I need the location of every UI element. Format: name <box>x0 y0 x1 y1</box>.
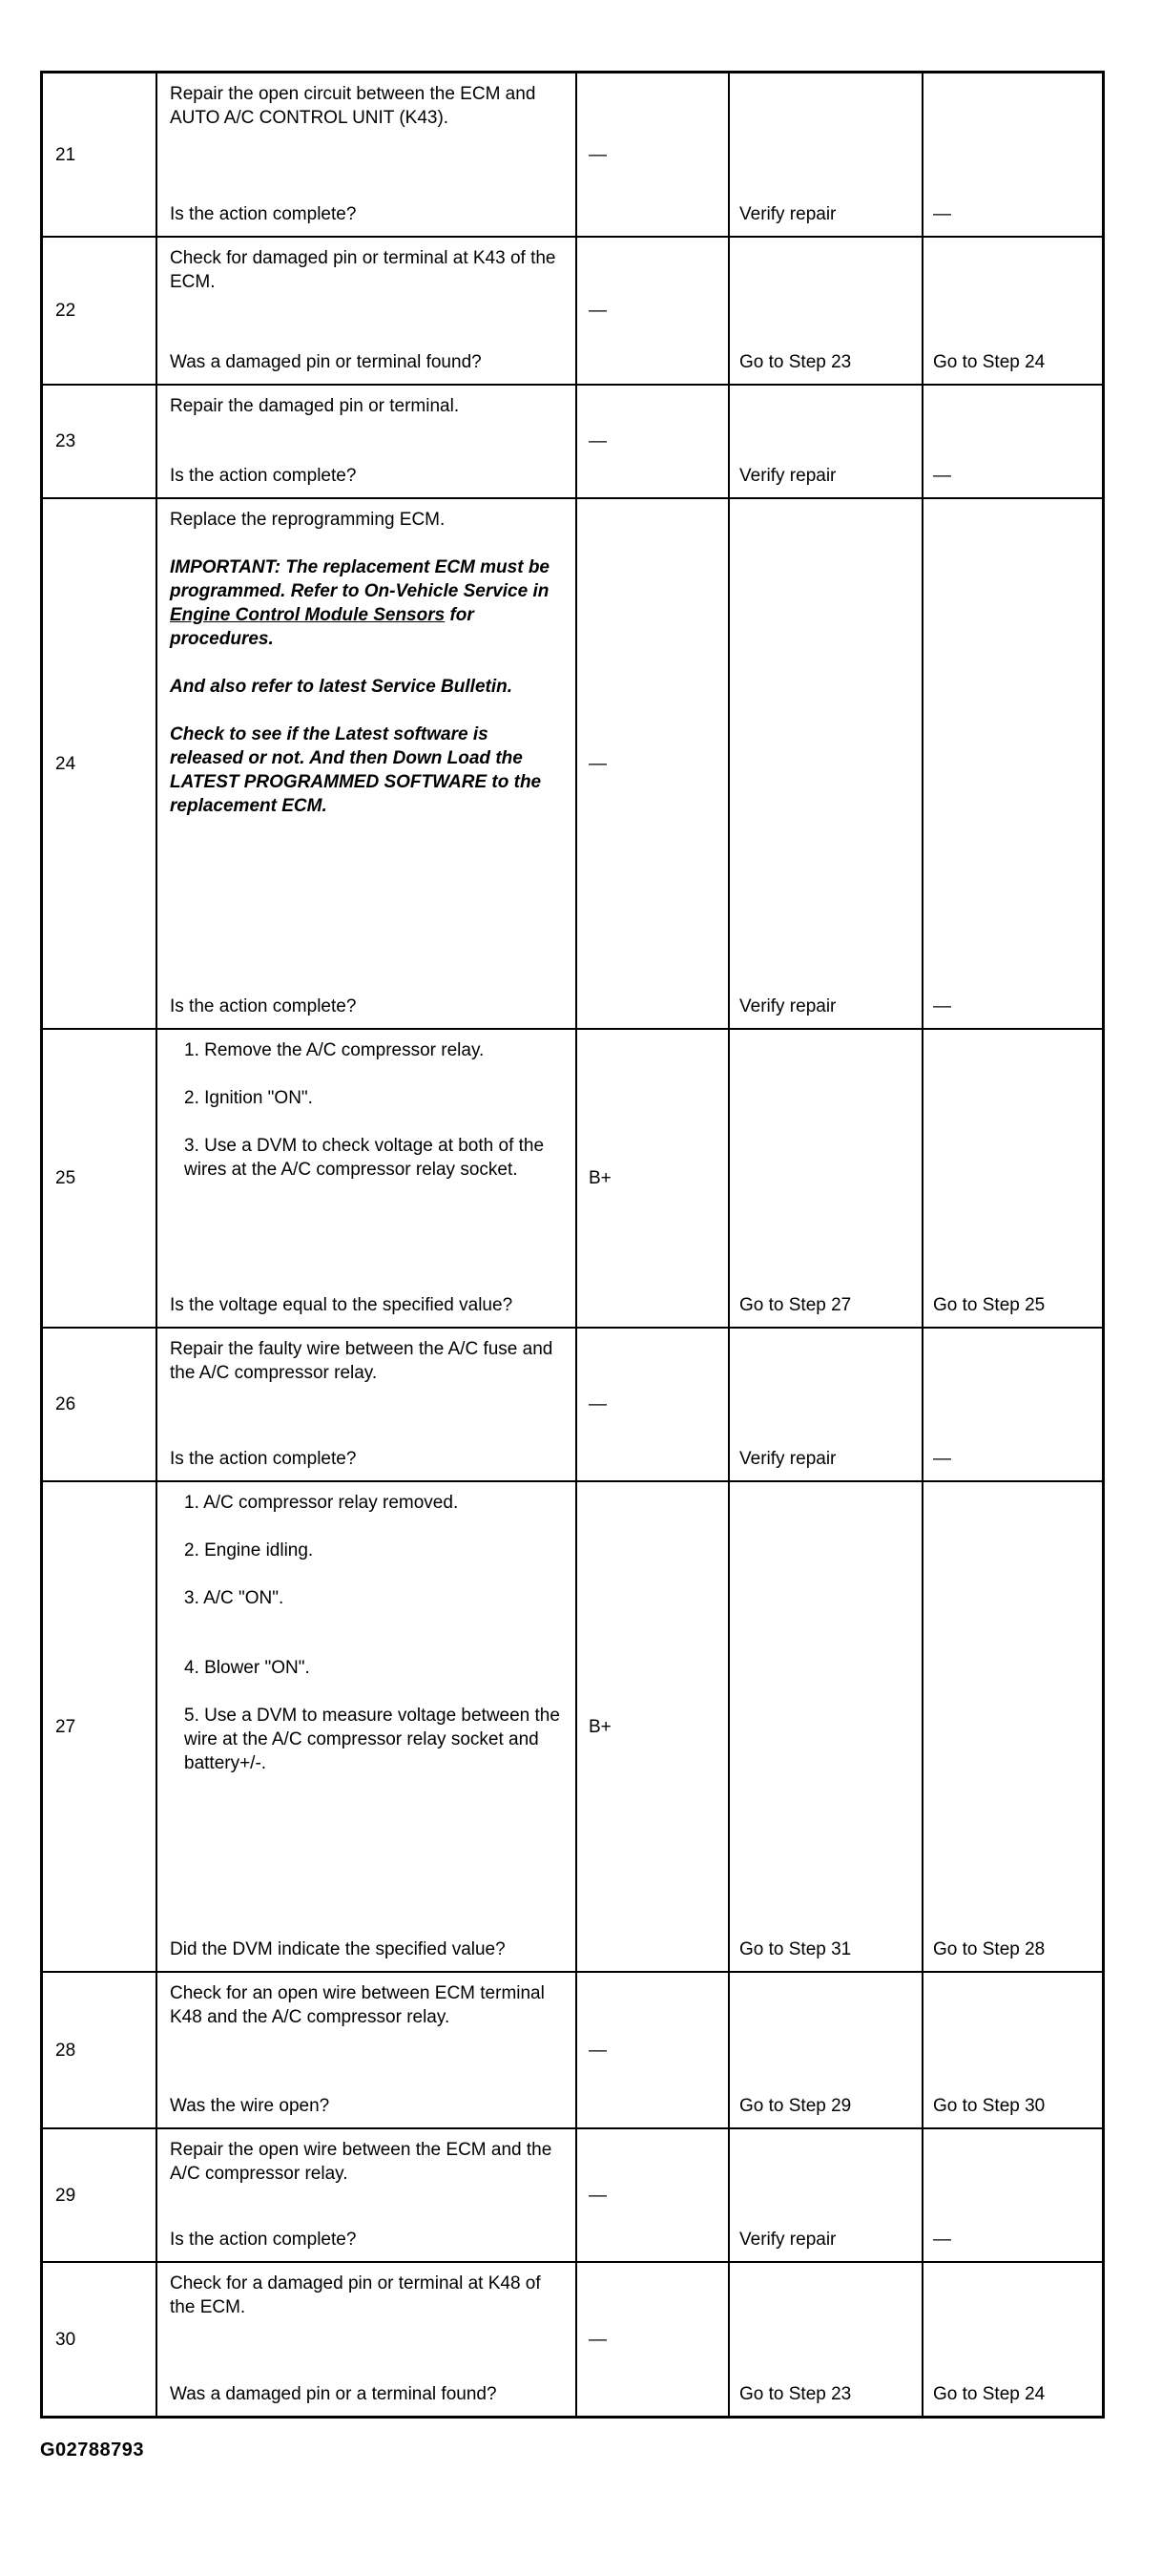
yes-text: Verify repair <box>739 2230 837 2250</box>
step-number: 28 <box>55 2040 76 2061</box>
no-text: — <box>933 1449 951 1469</box>
table-row-step-27 <box>43 1482 1102 1973</box>
yes-cell <box>730 238 923 384</box>
action-cell <box>157 1482 577 1971</box>
value-text: B+ <box>589 1168 612 1188</box>
action-paragraph: Replace the reprogramming ECM. <box>170 510 446 530</box>
action-question: Is the voltage equal to the specified value? <box>170 1295 513 1315</box>
table-row-step-21 <box>43 73 1102 238</box>
step-number: 23 <box>55 431 76 451</box>
action-paragraph: Check for an open wire between ECM terminal K48 and the A/C compressor relay. <box>170 1983 545 2027</box>
value-cell <box>577 1329 730 1480</box>
value-cell <box>577 73 730 236</box>
action-text <box>170 1491 564 1937</box>
no-text: — <box>933 2230 951 2250</box>
value-cell <box>577 2263 730 2416</box>
no-cell <box>923 1482 1102 1971</box>
step-cell <box>43 73 157 236</box>
action-list-item: 1. A/C compressor relay removed. <box>184 1493 459 1513</box>
yes-cell <box>730 1329 923 1480</box>
action-question: Is the action complete? <box>170 204 357 224</box>
important-note-underlined: Engine Control Module Sensors <box>170 605 446 625</box>
action-list-item: 2. Ignition "ON". <box>184 1088 313 1108</box>
table-row-step-30 <box>43 2263 1102 2416</box>
step-number: 26 <box>55 1394 76 1414</box>
figure-id: G02788793 <box>40 2440 145 2461</box>
value-cell <box>577 386 730 497</box>
step-number: 25 <box>55 1168 76 1188</box>
no-cell <box>923 73 1102 236</box>
value-text: — <box>589 2040 607 2061</box>
action-paragraph: Repair the damaged pin or terminal. <box>170 396 460 416</box>
value-text: — <box>589 753 607 774</box>
no-text: — <box>933 996 951 1016</box>
yes-text: Verify repair <box>739 996 837 1016</box>
table-row-step-26 <box>43 1329 1102 1482</box>
no-text: — <box>933 466 951 486</box>
action-text <box>170 1981 564 2094</box>
step-cell <box>43 499 157 1028</box>
no-text: Go to Step 30 <box>933 2096 1046 2116</box>
service-note: And also refer to latest Service Bulletin. <box>170 677 512 697</box>
step-number: 24 <box>55 753 76 774</box>
step-number: 21 <box>55 144 76 165</box>
no-text: Go to Step 25 <box>933 1295 1046 1315</box>
action-cell <box>157 1030 577 1327</box>
no-cell <box>923 2129 1102 2261</box>
yes-cell <box>730 1030 923 1327</box>
diagnostic-table <box>40 71 1105 2419</box>
action-cell <box>157 73 577 236</box>
value-text: — <box>589 431 607 451</box>
no-text: Go to Step 28 <box>933 1939 1046 1959</box>
value-text: B+ <box>589 1716 612 1737</box>
action-text <box>170 1337 564 1447</box>
yes-text: Go to Step 23 <box>739 2384 852 2404</box>
action-list-item: 3. Use a DVM to check voltage at both of the wires at the A/C compressor relay socket. <box>184 1136 545 1180</box>
step-cell <box>43 386 157 497</box>
step-cell <box>43 1482 157 1971</box>
yes-text: Go to Step 23 <box>739 352 852 372</box>
action-paragraph: Repair the open circuit between the ECM and AUTO A/C CONTROL UNIT (K43). <box>170 84 536 128</box>
value-text: — <box>589 1394 607 1414</box>
action-paragraph: Repair the open wire between the ECM and the A/C compressor relay. <box>170 2140 552 2184</box>
yes-cell <box>730 73 923 236</box>
action-question: Was a damaged pin or terminal found? <box>170 352 482 372</box>
yes-text: Go to Step 31 <box>739 1939 852 1959</box>
step-number: 30 <box>55 2329 76 2350</box>
action-cell <box>157 386 577 497</box>
step-cell <box>43 2129 157 2261</box>
action-text <box>170 2272 564 2382</box>
action-cell <box>157 1973 577 2127</box>
action-text <box>170 2138 564 2228</box>
no-cell <box>923 2263 1102 2416</box>
value-text: — <box>589 2185 607 2206</box>
yes-text: Verify repair <box>739 204 837 224</box>
action-text <box>170 82 564 202</box>
value-text: — <box>589 144 607 165</box>
step-number: 22 <box>55 301 76 321</box>
action-paragraph: Check for a damaged pin or terminal at K48 of the ECM. <box>170 2273 541 2317</box>
no-cell <box>923 499 1102 1028</box>
step-number: 29 <box>55 2185 76 2206</box>
action-list-item: 1. Remove the A/C compressor relay. <box>184 1040 485 1060</box>
yes-text: Go to Step 29 <box>739 2096 852 2116</box>
action-list-item: 3. A/C "ON". <box>184 1588 284 1608</box>
step-cell <box>43 1973 157 2127</box>
value-cell <box>577 2129 730 2261</box>
value-cell <box>577 1482 730 1971</box>
important-note-text: IMPORTANT: The replacement ECM must be programmed. Refer to On-Vehicle Service in <box>170 557 550 601</box>
no-cell <box>923 1329 1102 1480</box>
action-question: Was the wire open? <box>170 2096 330 2116</box>
action-text <box>170 508 564 995</box>
action-question: Did the DVM indicate the specified value? <box>170 1939 506 1959</box>
action-question: Is the action complete? <box>170 996 357 1016</box>
action-question: Is the action complete? <box>170 466 357 486</box>
no-text: Go to Step 24 <box>933 352 1046 372</box>
no-text: Go to Step 24 <box>933 2384 1046 2404</box>
yes-cell <box>730 1973 923 2127</box>
no-cell <box>923 386 1102 497</box>
action-question: Was a damaged pin or a terminal found? <box>170 2384 497 2404</box>
yes-text: Verify repair <box>739 1449 837 1469</box>
action-list-item: 5. Use a DVM to measure voltage between the wire at the A/C compressor relay socket and battery+/-. <box>184 1706 560 1773</box>
value-cell <box>577 1030 730 1327</box>
value-text: — <box>589 2329 607 2350</box>
step-cell <box>43 2263 157 2416</box>
action-cell <box>157 238 577 384</box>
step-cell <box>43 1329 157 1480</box>
action-question: Is the action complete? <box>170 1449 357 1469</box>
step-cell <box>43 1030 157 1327</box>
action-paragraph: Check for damaged pin or terminal at K43 of the ECM. <box>170 248 556 292</box>
yes-text: Go to Step 27 <box>739 1295 852 1315</box>
action-list-item: 2. Engine idling. <box>184 1540 314 1560</box>
no-cell <box>923 1030 1102 1327</box>
action-cell <box>157 2263 577 2416</box>
action-cell <box>157 499 577 1028</box>
table-row-step-24 <box>43 499 1102 1030</box>
important-note-text: for procedures. <box>170 605 474 649</box>
action-cell <box>157 2129 577 2261</box>
yes-text: Verify repair <box>739 466 837 486</box>
action-text <box>170 1038 564 1293</box>
action-question: Is the action complete? <box>170 2230 357 2250</box>
value-cell <box>577 499 730 1028</box>
value-cell <box>577 238 730 384</box>
no-cell <box>923 1973 1102 2127</box>
value-cell <box>577 1973 730 2127</box>
yes-cell <box>730 386 923 497</box>
important-note <box>170 555 564 651</box>
step-cell <box>43 238 157 384</box>
yes-cell <box>730 499 923 1028</box>
action-list-item: 4. Blower "ON". <box>184 1658 310 1678</box>
table-row-step-25 <box>43 1030 1102 1329</box>
action-paragraph: Repair the faulty wire between the A/C fuse and the A/C compressor relay. <box>170 1339 553 1383</box>
yes-cell <box>730 2129 923 2261</box>
action-text <box>170 394 564 464</box>
value-text: — <box>589 301 607 321</box>
step-number: 27 <box>55 1716 76 1737</box>
yes-cell <box>730 2263 923 2416</box>
no-cell <box>923 238 1102 384</box>
table-row-step-22 <box>43 238 1102 386</box>
table-row-step-29 <box>43 2129 1102 2263</box>
table-row-step-28 <box>43 1973 1102 2129</box>
table-row-step-23 <box>43 386 1102 499</box>
action-cell <box>157 1329 577 1480</box>
action-text <box>170 246 564 350</box>
no-text: — <box>933 204 951 224</box>
software-note: Check to see if the Latest software is released or not. And then Down Load the LATEST PROGRAMMED SOFTWARE to the replacement ECM. <box>170 724 542 816</box>
yes-cell <box>730 1482 923 1971</box>
